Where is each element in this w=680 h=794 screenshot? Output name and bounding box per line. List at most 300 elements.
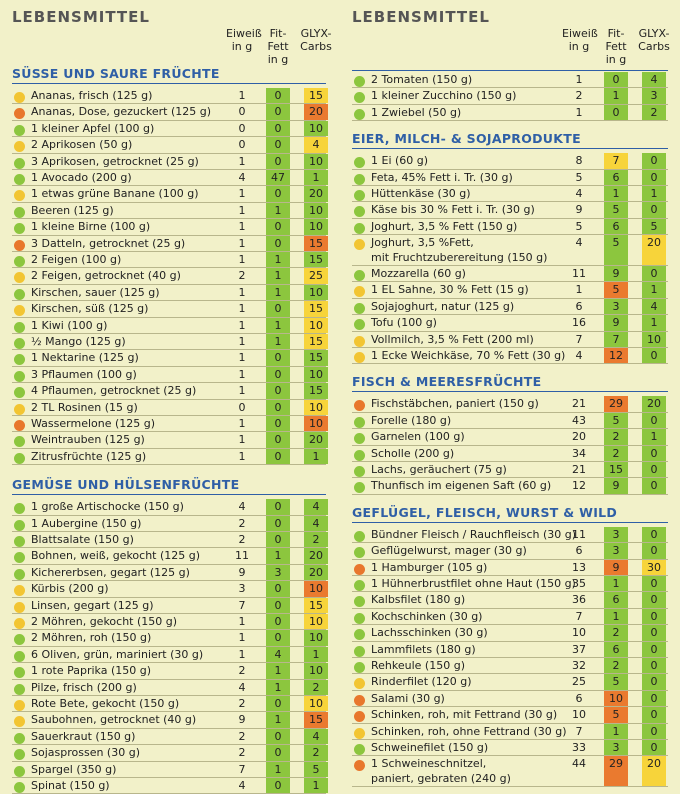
table-row	[352, 462, 668, 478]
rating-smiley-icon	[354, 744, 365, 755]
glyx-carbs-value: 20	[304, 548, 328, 563]
protein-value: 4	[575, 349, 583, 362]
rating-smiley-icon	[354, 596, 365, 607]
fat-value: 1	[604, 186, 628, 201]
rating-smiley-icon	[14, 700, 25, 711]
glyx-carbs-value: 0	[642, 462, 666, 477]
glyx-carbs-value: 15	[304, 383, 328, 398]
food-name: Kürbis (200 g)	[31, 582, 109, 596]
fat-value: 3	[266, 565, 290, 580]
glyx-carbs-value: 2	[304, 745, 328, 760]
food-name: 1 kleiner Zucchino (150 g)	[371, 89, 517, 103]
food-name: Garnelen (100 g)	[371, 430, 465, 444]
fat-value: 2	[604, 625, 628, 640]
fat-value: 0	[266, 400, 290, 415]
protein-value: 9	[238, 565, 246, 579]
protein-value: 36	[572, 593, 586, 607]
glyx-carbs-value: 1	[642, 315, 666, 330]
protein-value: 37	[572, 642, 586, 656]
rating-smiley-icon	[14, 520, 25, 531]
table-row	[12, 432, 326, 448]
food-name: 2 Feigen, getrocknet (40 g)	[31, 269, 181, 283]
rating-smiley-icon	[354, 482, 365, 493]
table-row	[352, 282, 668, 298]
glyx-carbs-value: 1	[304, 778, 328, 793]
food-name: Beeren (125 g)	[31, 203, 114, 217]
fat-value: 9	[604, 560, 628, 575]
fat-value: 5	[604, 413, 628, 428]
rating-smiley-icon	[14, 667, 25, 678]
table-row	[12, 252, 326, 268]
glyx-carbs-value: 10	[304, 219, 328, 234]
food-name: Ananas, Dose, gezuckert (125 g)	[31, 105, 212, 119]
food-name: 1 rote Paprika (150 g)	[31, 664, 151, 678]
fat-value: 0	[266, 499, 290, 514]
glyx-carbs-value: 1	[642, 186, 666, 201]
protein-value: 4	[238, 171, 246, 184]
fat-value: 0	[266, 350, 290, 365]
food-name: 1 EL Sahne, 30 % Fett (15 g)	[371, 283, 529, 297]
glyx-carbs-value: 1	[304, 170, 328, 185]
protein-value: 1	[238, 253, 246, 266]
protein-value: 6	[575, 544, 583, 558]
food-name: Zitrusfrüchte (125 g)	[31, 449, 147, 463]
table-row	[352, 740, 668, 756]
table-row	[12, 219, 326, 235]
section-title: GEFLÜGEL, FLEISCH, WURST & WILD	[352, 504, 618, 520]
table-row	[12, 516, 326, 532]
protein-value: 21	[572, 463, 586, 476]
table-row	[352, 707, 668, 723]
rating-smiley-icon	[354, 564, 365, 575]
food-name: Schinken, roh, ohne Fettrand (30 g)	[371, 724, 567, 738]
fat-value: 0	[604, 72, 628, 87]
protein-value: 1	[238, 154, 246, 168]
food-name: Rinderfilet (120 g)	[371, 675, 472, 689]
section-title: EIER, MILCH- & SOJAPRODUKTE	[352, 131, 581, 147]
fat-value: 4	[266, 647, 290, 662]
protein-value: 20	[572, 430, 586, 444]
rating-smiley-icon	[14, 289, 25, 300]
food-name: 2 Aprikosen (50 g)	[31, 138, 133, 152]
rating-smiley-icon	[14, 766, 25, 777]
protein-value: 43	[572, 413, 586, 427]
protein-header: Eiweiß in g	[562, 27, 598, 53]
table-row	[12, 647, 326, 663]
fat-value: 1	[266, 680, 290, 695]
protein-value: 1	[238, 302, 246, 316]
food-name: Joghurt, 3,5 % Fett (150 g)	[371, 219, 518, 233]
food-name: Salami (30 g)	[371, 691, 445, 705]
table-row	[12, 88, 326, 104]
table-row	[12, 778, 326, 794]
rating-smiley-icon	[354, 174, 365, 185]
food-name: 1 Ei (60 g)	[371, 154, 429, 168]
rating-smiley-icon	[14, 322, 25, 333]
protein-value: 7	[575, 724, 583, 738]
fat-value: 47	[266, 170, 290, 185]
table-row	[12, 137, 326, 153]
section-divider	[352, 70, 668, 71]
glyx-carbs-value: 10	[304, 285, 328, 300]
glyx-carbs-value: 0	[642, 153, 666, 168]
rating-smiley-icon	[354, 728, 365, 739]
protein-value: 8	[575, 154, 583, 168]
table-row	[352, 576, 668, 592]
rating-smiley-icon	[14, 684, 25, 695]
protein-value: 7	[575, 332, 583, 346]
food-name: Kirschen, süß (125 g)	[31, 302, 149, 316]
fat-value: 7	[604, 332, 628, 347]
table-row	[12, 186, 326, 202]
table-row	[352, 642, 668, 658]
glyx-carbs-value: 10	[304, 614, 328, 629]
fat-value: 1	[266, 285, 290, 300]
fat-value: 1	[266, 548, 290, 563]
rating-smiley-icon	[354, 450, 365, 461]
rating-smiley-icon	[14, 602, 25, 613]
table-row	[352, 88, 668, 104]
rating-smiley-icon	[354, 352, 365, 363]
rating-smiley-icon	[354, 400, 365, 411]
food-name: 2 TL Rosinen (15 g)	[31, 400, 138, 414]
protein-value: 4	[238, 680, 246, 694]
glyx-carbs-value: 4	[642, 299, 666, 314]
glyx-carbs-value: 10	[304, 121, 328, 136]
food-name: Schinken, roh, mit Fettrand (30 g)	[371, 708, 558, 722]
glyx-carbs-value: 30	[642, 560, 666, 575]
food-name: Joghurt, 3,5 %Fett, mit Fruchtzuberereitung (150 g)	[371, 236, 548, 264]
glyx-carbs-value: 5	[304, 762, 328, 777]
fat-value: 0	[266, 598, 290, 613]
food-name: 2 Feigen (100 g)	[31, 253, 122, 266]
table-row	[12, 318, 326, 334]
protein-value: 11	[572, 527, 586, 541]
food-name: Bündner Fleisch / Rauchfleisch (30 g)	[371, 527, 577, 541]
fat-value: 0	[266, 729, 290, 744]
protein-value: 5	[575, 170, 583, 184]
section-divider	[352, 522, 668, 523]
protein-value: 11	[235, 549, 249, 563]
table-row	[12, 745, 326, 761]
rating-smiley-icon	[14, 190, 25, 201]
glyx-carbs-value: 1	[642, 282, 666, 297]
food-name: Spinat (150 g)	[31, 779, 110, 792]
food-name: Hüttenkäse (30 g)	[371, 187, 471, 200]
protein-value: 4	[238, 779, 246, 792]
protein-value: 1	[238, 187, 246, 201]
glyx-carbs-value: 20	[642, 396, 666, 411]
table-row	[12, 416, 326, 432]
rating-smiley-icon	[14, 651, 25, 662]
rating-smiley-icon	[14, 716, 25, 727]
table-row	[352, 332, 668, 348]
protein-value: 2	[238, 516, 246, 530]
rating-smiley-icon	[14, 436, 25, 447]
table-row	[352, 691, 668, 707]
food-name: 1 Kiwi (100 g)	[31, 318, 108, 332]
glyx-carbs-value: 10	[304, 416, 328, 431]
table-row	[12, 663, 326, 679]
food-name: 2 Möhren, roh (150 g)	[31, 631, 152, 645]
protein-value: 1	[238, 285, 246, 299]
protein-value: 1	[238, 417, 246, 430]
glyx-carbs-value: 0	[642, 170, 666, 185]
table-row	[352, 756, 668, 787]
fat-value: 1	[266, 663, 290, 678]
section-title: GEMÜSE UND HÜLSENFRÜCHTE	[12, 477, 240, 493]
section-divider	[12, 494, 326, 495]
protein-value: 9	[575, 203, 583, 217]
food-name: Rote Bete, gekocht (150 g)	[31, 697, 180, 710]
table-row	[352, 560, 668, 576]
rating-smiley-icon	[354, 239, 365, 250]
food-name: 1 Ecke Weichkäse, 70 % Fett (30 g)	[371, 349, 566, 362]
glyx-carbs-value: 20	[304, 432, 328, 447]
food-name: Pilze, frisch (200 g)	[31, 680, 137, 694]
table-row	[12, 285, 326, 301]
table-row	[12, 383, 326, 399]
section-divider	[352, 148, 668, 149]
rating-smiley-icon	[14, 256, 25, 267]
rating-smiley-icon	[14, 585, 25, 596]
table-row	[352, 625, 668, 641]
protein-value: 1	[238, 647, 246, 661]
rating-smiley-icon	[354, 695, 365, 706]
fat-value: 6	[604, 592, 628, 607]
fat-value: 0	[266, 449, 290, 464]
fat-value: 5	[604, 202, 628, 217]
table-row	[352, 674, 668, 690]
rating-smiley-icon	[354, 646, 365, 657]
table-row	[12, 170, 326, 186]
protein-value: 1	[238, 433, 246, 447]
glyx-carbs-value: 2	[304, 532, 328, 547]
fat-value: 6	[604, 642, 628, 657]
table-row	[12, 203, 326, 219]
protein-value: 11	[572, 267, 586, 280]
glyx-carbs-value: 0	[642, 202, 666, 217]
protein-value: 10	[572, 626, 586, 640]
table-row	[352, 219, 668, 235]
table-row	[12, 154, 326, 170]
glyx-carbs-value: 0	[642, 707, 666, 722]
table-row	[12, 104, 326, 120]
glyx-carbs-value: 20	[642, 235, 666, 265]
glyx-carbs-value: 1	[304, 647, 328, 662]
fat-value: 3	[604, 527, 628, 542]
fat-value: 0	[266, 104, 290, 119]
protein-value: 10	[572, 708, 586, 722]
food-name: Linsen, gegart (125 g)	[31, 598, 154, 612]
food-name: Saubohnen, getrocknet (40 g)	[31, 713, 197, 727]
fat-value: 0	[266, 137, 290, 152]
food-name: Forelle (180 g)	[371, 413, 452, 427]
protein-value: 1	[575, 73, 583, 86]
rating-smiley-icon	[354, 206, 365, 217]
protein-value: 33	[572, 741, 586, 754]
fat-value: 1	[266, 268, 290, 283]
glyx-carbs-value: 10	[304, 318, 328, 333]
food-name: 1 kleine Birne (100 g)	[31, 220, 151, 234]
food-name: Wassermelone (125 g)	[31, 417, 156, 430]
glyx-carbs-value: 4	[304, 516, 328, 531]
fat-value: 1	[266, 334, 290, 349]
table-row	[12, 696, 326, 712]
food-name: Kalbsfilet (180 g)	[371, 593, 466, 607]
rating-smiley-icon	[14, 125, 25, 136]
fat-value: 0	[266, 236, 290, 251]
rating-smiley-icon	[354, 678, 365, 689]
glyx-carbs-value: 10	[304, 663, 328, 678]
food-name: Käse bis 30 % Fett i. Tr. (30 g)	[371, 203, 535, 217]
table-row	[352, 609, 668, 625]
fat-header: Fit-Fett in g	[267, 27, 289, 66]
fat-value: 0	[266, 745, 290, 760]
main-title: LEBENSMITTEL	[12, 8, 150, 26]
protein-value: 6	[575, 299, 583, 313]
food-name: 1 Zwiebel (50 g)	[371, 105, 462, 119]
rating-smiley-icon	[354, 270, 365, 281]
food-name: Kochschinken (30 g)	[371, 609, 483, 623]
fat-value: 1	[266, 203, 290, 218]
fat-value: 1	[266, 252, 290, 267]
protein-value: 1	[238, 89, 246, 102]
fat-value: 1	[604, 609, 628, 624]
table-row	[352, 543, 668, 559]
rating-smiley-icon	[14, 749, 25, 760]
glyx-carbs-value: 4	[304, 137, 328, 152]
rating-smiley-icon	[14, 141, 25, 152]
protein-value: 1	[238, 236, 246, 250]
table-row	[12, 598, 326, 614]
fat-value: 1	[266, 762, 290, 777]
protein-value: 4	[575, 236, 583, 250]
table-row	[352, 202, 668, 218]
glyx-carbs-value: 0	[642, 625, 666, 640]
food-name: Blattsalate (150 g)	[31, 533, 134, 546]
food-name: Kirschen, sauer (125 g)	[31, 285, 160, 299]
glyx-carbs-value: 2	[304, 680, 328, 695]
protein-value: 1	[575, 105, 583, 119]
food-name: 4 Pflaumen, getrocknet (25 g)	[31, 384, 197, 398]
table-row	[12, 532, 326, 548]
rating-smiley-icon	[354, 190, 365, 201]
food-name: ½ Mango (125 g)	[31, 335, 126, 348]
food-name: Kichererbsen, gegart (125 g)	[31, 565, 190, 579]
glyx-carbs-value: 4	[642, 72, 666, 87]
fat-value: 29	[604, 396, 628, 411]
table-row	[352, 724, 668, 740]
protein-value: 13	[572, 560, 586, 574]
glyx-carbs-value: 10	[304, 154, 328, 169]
food-name: 3 Aprikosen, getrocknet (25 g)	[31, 154, 199, 168]
rating-smiley-icon	[354, 92, 365, 103]
fat-value: 0	[266, 630, 290, 645]
protein-value: 0	[238, 138, 246, 152]
table-row	[352, 429, 668, 445]
rating-smiley-icon	[354, 613, 365, 624]
rating-smiley-icon	[14, 207, 25, 218]
food-name: Rehkeule (150 g)	[371, 659, 465, 672]
glyx-carbs-value: 15	[304, 598, 328, 613]
fat-value: 7	[604, 153, 628, 168]
glyx-header: GLYX- Carbs	[638, 27, 670, 53]
rating-smiley-icon	[14, 387, 25, 398]
rating-smiley-icon	[14, 569, 25, 580]
food-name: 1 kleiner Apfel (100 g)	[31, 121, 155, 135]
rating-smiley-icon	[354, 303, 365, 314]
food-name: Ananas, frisch (125 g)	[31, 89, 153, 102]
glyx-carbs-value: 0	[642, 724, 666, 739]
fat-value: 9	[604, 478, 628, 493]
fat-value: 9	[604, 266, 628, 281]
protein-value: 2	[238, 269, 246, 283]
table-row	[12, 712, 326, 728]
table-row	[352, 153, 668, 169]
protein-value: 16	[572, 316, 586, 330]
table-row	[12, 367, 326, 383]
glyx-carbs-value: 25	[304, 268, 328, 283]
protein-value: 1	[575, 283, 583, 297]
rating-smiley-icon	[14, 371, 25, 382]
glyx-carbs-value: 0	[642, 658, 666, 673]
section-title: SÜSSE UND SAURE FRÜCHTE	[12, 66, 220, 81]
glyx-carbs-value: 0	[642, 446, 666, 461]
food-name: Spargel (350 g)	[31, 762, 117, 776]
rating-smiley-icon	[14, 536, 25, 547]
rating-smiley-icon	[14, 92, 25, 103]
protein-value: 2	[238, 746, 246, 760]
fat-value: 5	[604, 282, 628, 297]
rating-smiley-icon	[14, 552, 25, 563]
protein-value: 34	[572, 446, 586, 460]
food-name: Bohnen, weiß, gekocht (125 g)	[31, 549, 201, 563]
fat-value: 9	[604, 315, 628, 330]
rating-smiley-icon	[14, 240, 25, 251]
glyx-carbs-value: 2	[642, 105, 666, 120]
fat-value: 0	[266, 516, 290, 531]
rating-smiley-icon	[354, 157, 365, 168]
glyx-carbs-value: 0	[642, 527, 666, 542]
rating-smiley-icon	[354, 286, 365, 297]
protein-value: 12	[572, 479, 586, 493]
fat-value: 0	[266, 432, 290, 447]
food-name: Thunfisch im eigenen Saft (60 g)	[371, 479, 552, 493]
rating-smiley-icon	[354, 76, 365, 87]
glyx-carbs-value: 20	[304, 104, 328, 119]
food-name: Lachs, geräuchert (75 g)	[371, 463, 507, 476]
table-row	[12, 729, 326, 745]
fat-value: 0	[266, 186, 290, 201]
glyx-carbs-value: 5	[642, 219, 666, 234]
table-row	[12, 680, 326, 696]
rating-smiley-icon	[14, 338, 25, 349]
fat-value: 0	[266, 121, 290, 136]
rating-smiley-icon	[14, 158, 25, 169]
glyx-carbs-value: 0	[642, 674, 666, 689]
fat-value: 0	[266, 154, 290, 169]
glyx-carbs-value: 0	[642, 413, 666, 428]
fat-value: 2	[604, 446, 628, 461]
glyx-carbs-value: 15	[304, 236, 328, 251]
glyx-carbs-value: 0	[642, 740, 666, 755]
glyx-carbs-value: 10	[304, 203, 328, 218]
protein-value: 5	[575, 219, 583, 233]
fat-value: 0	[266, 778, 290, 793]
fat-value: 1	[266, 318, 290, 333]
fat-value: 6	[604, 170, 628, 185]
